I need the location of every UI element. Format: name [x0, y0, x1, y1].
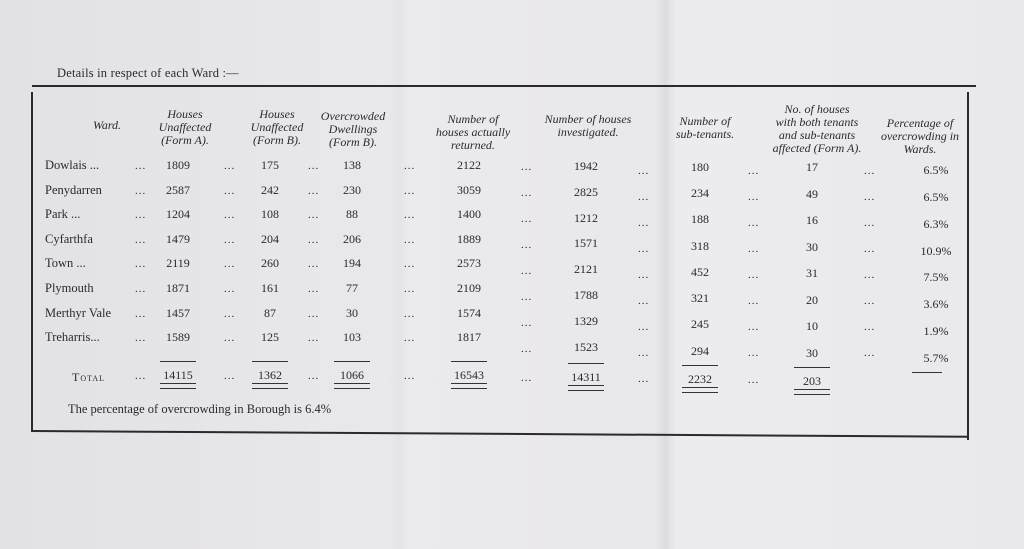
- leader-dots: ...: [224, 307, 236, 320]
- leader-dots: ...: [308, 160, 320, 172]
- leader-dots: ...: [748, 191, 760, 204]
- header-text: overcrowding in: [880, 129, 960, 143]
- cell-g: 49: [806, 186, 818, 201]
- total-double-rule: [451, 383, 487, 389]
- leader-dots: ...: [404, 184, 416, 197]
- leader-dots: ...: [748, 321, 760, 334]
- total-rule: [568, 363, 604, 364]
- total-a: 14115: [163, 368, 193, 382]
- header-text: affected (Form A).: [772, 141, 862, 155]
- header-text: investigated.: [557, 125, 619, 139]
- leader-dots: ...: [748, 165, 760, 178]
- leader-dots: ...: [135, 332, 147, 345]
- cell-e: 1212: [574, 210, 598, 225]
- percentage-dash: [912, 372, 942, 373]
- leader-dots: ...: [224, 283, 236, 295]
- leader-dots: ...: [521, 161, 533, 174]
- leader-dots: ...: [404, 209, 416, 222]
- leader-dots: ...: [404, 370, 416, 382]
- header-investigated: [528, 113, 648, 139]
- cell-e: 1942: [574, 159, 598, 174]
- cell-d: 1574: [457, 305, 481, 320]
- cell-g: 30: [806, 345, 818, 360]
- leader-dots: ...: [638, 243, 650, 256]
- leader-dots: ...: [224, 184, 236, 197]
- cell-c: 230: [343, 182, 361, 197]
- leader-dots: ...: [864, 217, 876, 230]
- cell-d: 1817: [457, 330, 481, 345]
- leader-dots: ...: [308, 370, 320, 382]
- cell-e: 1788: [574, 288, 598, 303]
- total-double-rule: [794, 389, 830, 395]
- header-text: (Form A).: [161, 133, 209, 147]
- leader-dots: ...: [748, 347, 760, 360]
- total-rule: [334, 361, 370, 362]
- cell-f: 234: [691, 185, 709, 200]
- ward-name: Town ...: [45, 256, 86, 271]
- total-rule: [451, 361, 487, 362]
- leader-dots: ...: [521, 239, 533, 252]
- leader-dots: ...: [521, 317, 533, 330]
- leader-dots: ...: [864, 295, 876, 308]
- leader-dots: ...: [521, 343, 533, 356]
- cell-g: 20: [806, 292, 818, 307]
- total-d: 16543: [454, 368, 484, 382]
- cell-f: 294: [691, 343, 709, 358]
- cell-c: 30: [346, 305, 358, 320]
- cell-a: 2119: [166, 256, 190, 271]
- cell-b: 260: [261, 256, 279, 271]
- cell-d: 2109: [457, 281, 481, 295]
- header-percentage: [870, 117, 970, 156]
- cell-c: 103: [343, 330, 361, 345]
- header-text: Number of houses: [544, 112, 632, 126]
- header-text: Wards.: [903, 142, 937, 156]
- leader-dots: ...: [404, 258, 416, 271]
- cell-c: 138: [343, 158, 361, 172]
- leader-dots: ...: [638, 165, 650, 178]
- total-rule: [682, 365, 718, 366]
- leader-dots: ...: [308, 209, 320, 222]
- leader-dots: ...: [638, 295, 650, 308]
- header-text: Number of: [447, 112, 499, 126]
- leader-dots: ...: [864, 165, 876, 178]
- leader-dots: ...: [308, 184, 320, 197]
- leader-dots: ...: [135, 233, 147, 246]
- header-text: Number of: [679, 114, 731, 128]
- total-b: 1362: [258, 368, 282, 382]
- ward-name: Cyfarthfa: [45, 231, 93, 246]
- header-text: Dwellings: [328, 122, 378, 136]
- ward-name: Park ...: [45, 207, 81, 222]
- leader-dots: ...: [748, 374, 760, 386]
- cell-f: 452: [691, 264, 709, 279]
- cell-b: 242: [261, 182, 279, 197]
- header-subtenants: [660, 115, 750, 141]
- leader-dots: ...: [638, 321, 650, 334]
- header-text: houses actually: [435, 125, 511, 139]
- header-returned: [418, 113, 528, 152]
- cell-h: 6.5%: [923, 190, 949, 205]
- table-caption: Details in respect of each Ward :—: [57, 66, 239, 80]
- total-rule: [794, 367, 830, 368]
- cell-h: 5.7%: [923, 350, 949, 365]
- leader-dots: ...: [224, 370, 236, 382]
- cell-b: 87: [264, 305, 276, 320]
- cell-a: 1457: [166, 305, 190, 320]
- leader-dots: ...: [638, 373, 650, 385]
- cell-f: 188: [691, 212, 709, 227]
- leader-dots: ...: [224, 209, 236, 222]
- leader-dots: ...: [308, 332, 320, 345]
- cell-e: 2825: [574, 184, 598, 199]
- cell-c: 77: [346, 281, 358, 295]
- leader-dots: ...: [135, 209, 147, 222]
- leader-dots: ...: [308, 233, 320, 246]
- cell-h: 6.3%: [923, 216, 949, 231]
- total-rule: [252, 361, 288, 362]
- cell-e: 2121: [574, 262, 598, 277]
- header-overcrowded: [308, 110, 398, 149]
- leader-dots: ...: [638, 347, 650, 360]
- header-text: (Form B).: [329, 135, 377, 149]
- header-text: Percentage of: [886, 116, 954, 130]
- header-text: (Form B).: [253, 133, 301, 147]
- leader-dots: ...: [638, 269, 650, 282]
- total-label: Total: [72, 370, 106, 384]
- leader-dots: ...: [308, 283, 320, 295]
- leader-dots: ...: [135, 370, 147, 382]
- leader-dots: ...: [864, 191, 876, 204]
- leader-dots: ...: [521, 187, 533, 200]
- total-e: 14311: [571, 370, 601, 384]
- cell-f: 180: [691, 159, 709, 174]
- cell-h: 3.6%: [923, 297, 949, 312]
- header-text: Unaffected: [158, 120, 212, 134]
- leader-dots: ...: [224, 160, 236, 172]
- cell-h: 6.5%: [923, 163, 949, 178]
- leader-dots: ...: [404, 307, 416, 320]
- cell-a: 1204: [166, 207, 190, 222]
- leader-dots: ...: [521, 291, 533, 304]
- cell-g: 17: [806, 159, 818, 174]
- leader-dots: ...: [404, 332, 416, 345]
- leader-dots: ...: [864, 243, 876, 256]
- header-text: returned.: [451, 138, 495, 152]
- leader-dots: ...: [135, 184, 147, 197]
- leader-dots: ...: [135, 160, 147, 172]
- cell-h: 10.9%: [920, 243, 952, 258]
- cell-d: 2573: [457, 256, 481, 271]
- header-text: No. of houses: [784, 102, 850, 116]
- cell-f: 318: [691, 238, 709, 253]
- table-border-left: [31, 92, 33, 432]
- cell-a: 1871: [166, 281, 190, 295]
- cell-h: 1.9%: [923, 324, 949, 339]
- cell-h: 7.5%: [923, 270, 949, 285]
- leader-dots: ...: [308, 307, 320, 320]
- cell-d: 1400: [457, 207, 481, 222]
- ward-name: Penydarren: [45, 182, 102, 197]
- leader-dots: ...: [521, 372, 533, 384]
- leader-dots: ...: [135, 258, 147, 271]
- cell-d: 3059: [457, 182, 481, 197]
- header-text: Houses: [259, 107, 295, 121]
- leader-dots: ...: [748, 269, 760, 282]
- leader-dots: ...: [638, 217, 650, 230]
- cell-b: 108: [261, 207, 279, 222]
- total-double-rule: [568, 385, 604, 391]
- leader-dots: ...: [521, 265, 533, 278]
- cell-e: 1329: [574, 313, 598, 328]
- cell-a: 1589: [166, 330, 190, 345]
- cell-b: 161: [261, 281, 279, 295]
- total-double-rule: [334, 383, 370, 389]
- header-text: and sub-tenants: [778, 128, 856, 142]
- header-ward: Ward.: [92, 118, 122, 132]
- ward-name: Treharris...: [45, 330, 100, 345]
- cell-a: 1809: [166, 158, 190, 172]
- cell-e: 1523: [574, 339, 598, 354]
- total-double-rule: [682, 387, 718, 393]
- cell-b: 175: [261, 158, 279, 172]
- cell-e: 1571: [574, 236, 598, 251]
- total-double-rule: [160, 383, 196, 389]
- cell-c: 194: [343, 256, 361, 271]
- total-c: 1066: [340, 368, 364, 382]
- cell-b: 125: [261, 330, 279, 345]
- cell-d: 2122: [457, 158, 481, 172]
- table-border-top: [32, 85, 976, 87]
- cell-g: 10: [806, 319, 818, 334]
- leader-dots: ...: [521, 213, 533, 226]
- leader-dots: ...: [224, 332, 236, 345]
- leader-dots: ...: [864, 347, 876, 360]
- cell-f: 321: [691, 291, 709, 306]
- leader-dots: ...: [308, 258, 320, 271]
- ward-name: Plymouth: [45, 281, 94, 295]
- borough-percentage-note: The percentage of overcrowding in Borough is 6.4%: [68, 402, 332, 416]
- leader-dots: ...: [135, 307, 147, 320]
- cell-b: 204: [261, 231, 279, 246]
- cell-c: 206: [343, 231, 361, 246]
- leader-dots: ...: [748, 295, 760, 308]
- leader-dots: ...: [135, 283, 147, 295]
- header-text: with both tenants: [775, 115, 859, 129]
- leader-dots: ...: [224, 258, 236, 271]
- header-text: Houses: [167, 107, 203, 121]
- leader-dots: ...: [404, 160, 416, 172]
- leader-dots: ...: [404, 233, 416, 246]
- header-text: Unaffected: [250, 120, 304, 134]
- cell-f: 245: [691, 317, 709, 332]
- total-double-rule: [252, 383, 288, 389]
- cell-g: 30: [806, 239, 818, 254]
- cell-a: 1479: [166, 231, 190, 246]
- cell-g: 16: [806, 213, 818, 228]
- total-rule: [160, 361, 196, 362]
- leader-dots: ...: [224, 233, 236, 246]
- header-text: Overcrowded: [320, 109, 386, 123]
- ward-name: Dowlais ...: [45, 158, 100, 172]
- cell-c: 88: [346, 207, 358, 222]
- ward-name: Merthyr Vale: [45, 305, 112, 320]
- total-f: 2232: [688, 372, 712, 386]
- total-g: 203: [803, 374, 821, 388]
- header-unaffected-a: [140, 108, 230, 147]
- leader-dots: ...: [748, 243, 760, 256]
- header-text: sub-tenants.: [675, 127, 735, 141]
- leader-dots: ...: [864, 321, 876, 334]
- leader-dots: ...: [404, 283, 416, 295]
- header-both-affected: [752, 103, 882, 155]
- leader-dots: ...: [748, 217, 760, 230]
- cell-g: 31: [806, 266, 818, 281]
- leader-dots: ...: [638, 191, 650, 204]
- leader-dots: ...: [864, 269, 876, 282]
- cell-a: 2587: [166, 182, 190, 197]
- cell-d: 1889: [457, 231, 481, 246]
